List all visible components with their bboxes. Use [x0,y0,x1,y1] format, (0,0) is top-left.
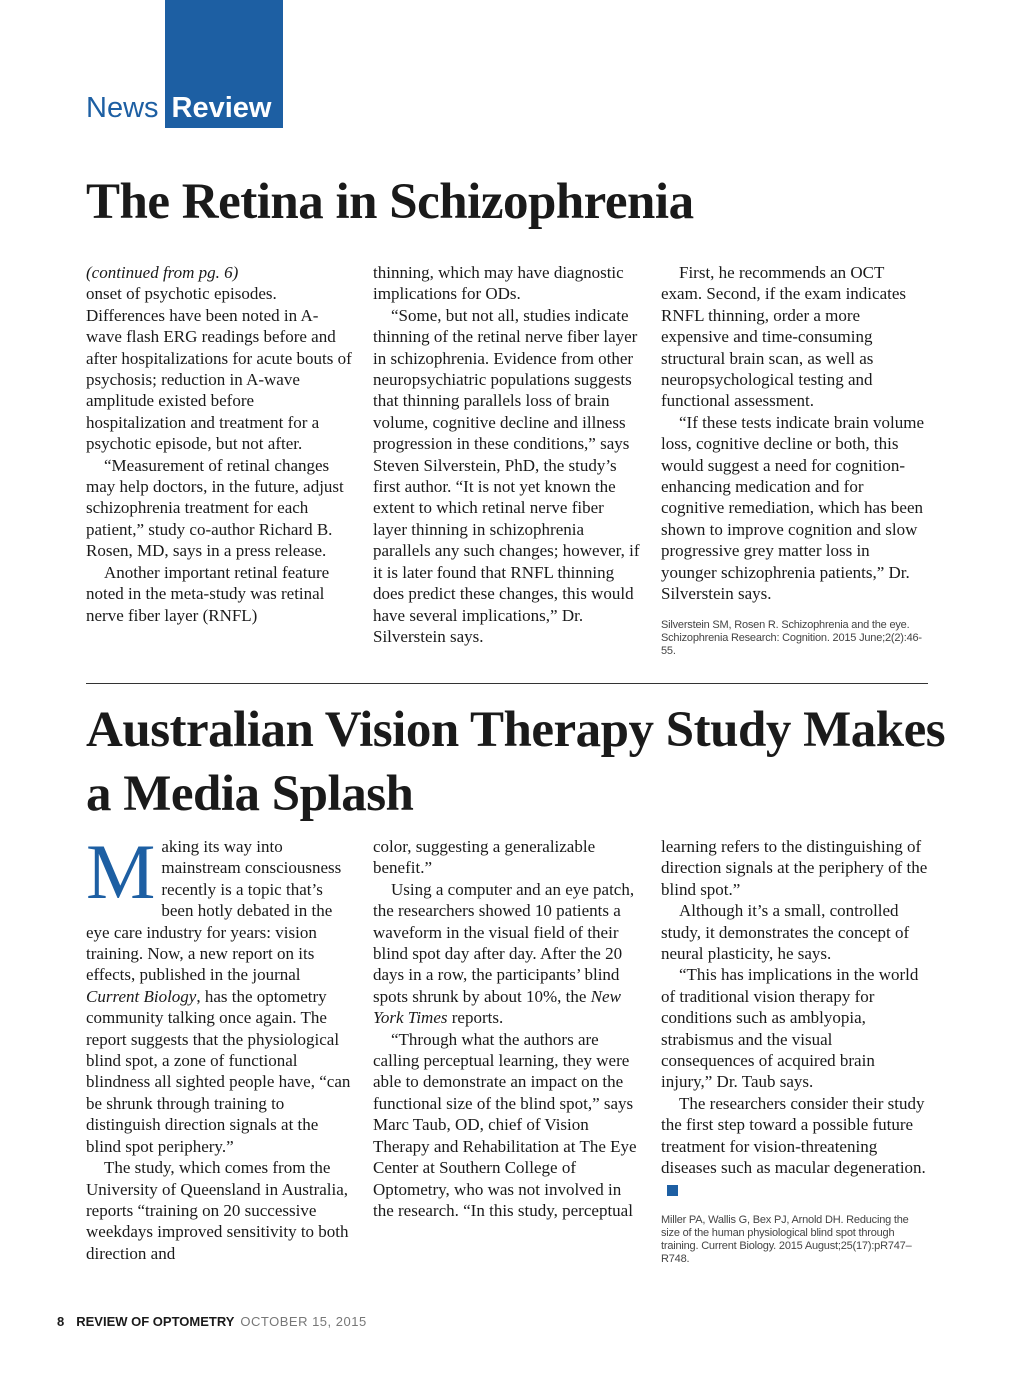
paragraph: Although it’s a small, controlled study, it demonstrates the concept of neural plasticity, he says. [661,901,910,964]
paragraph: “Measurement of retinal changes may help doctors, in the future, adjust schizophrenia treatment for each patient,” study co-author Richard B. Rosen, MD, says in a press release. [86,455,344,561]
section-review-label: Review [166,88,281,128]
article2-column-2 [373,836,641,1221]
paragraph [373,879,641,1029]
issue-date: OCTOBER 15, 2015 [240,1314,367,1329]
text-run: reports. [447,1008,504,1028]
journal-name: Current Biology [86,986,197,1006]
magazine-name: REVIEW OF OPTOMETRY [76,1314,235,1329]
article1-column-2 [373,262,641,647]
paragraph: The study, which comes from the University of Queensland in Australia, reports “training on 20 successive weekdays improved sensitivity to both direction and [86,1158,349,1263]
article2-title: Australian Vision Therapy Study Makes a Media Splash [86,702,946,822]
end-mark-icon [667,1185,678,1196]
page-footer [57,1314,367,1329]
article1-title: The Retina in Schizophrenia [86,174,694,230]
paragraph [661,1093,929,1200]
page-number: 8 [57,1314,65,1329]
article1-column-1 [86,262,354,626]
text-run: aking its way into mainstream consciousness recently is a topic that’s been hotly debated in the eye care industry for years: vision training. Now, a new report on its effects, published in the journal [86,837,342,985]
paragraph: onset of psychotic episodes. Differences have been noted in A-wave flash ERG readings before and after hospitalizations for acute bouts of psychosis; reduction in A-wave amplitude existed before hospitalization and treatment for a psychotic episode, but not after. [86,284,352,454]
article1-reference: Silverstein SM, Rosen R. Schizophrenia and the eye. Schizophrenia Research: Cognition. 2015 June;2(2):46-55. [661,618,922,657]
paragraph: “Some, but not all, studies indicate thinning of the retinal nerve fiber layer in schizophrenia. Evidence from other neuropsychiatric populations suggests that thinning parallels loss of brain volume, cognitive decline and illness progression in these conditions,” says Steven Silverstein, PhD, the study’s first author. “It is not yet known the extent to which retinal nerve fiber layer thinning in schizophrenia parallels any such changes; however, if it is later found that RNFL thinning does predict these changes, this would have several implications,” Dr. Silverstein says. [373,305,640,646]
text-run: , has the optometry community talking once again. The report suggests that the physiological blind spot, a zone of functional blindness all sighted people have, “can be shrunk through training to distinguish direction signals at the blind spot periphery.” [86,986,351,1156]
section-divider [86,683,928,684]
article2-column-1 [86,828,354,1264]
article1-column-3 [661,262,929,658]
paragraph: Another important retinal feature noted in the meta-study was retinal nerve fiber layer (RNFL) [86,562,330,625]
paragraph: “Through what the authors are calling perceptual learning, they were able to demonstrate an impact on the functional size of the blind spot,” says Marc Taub, OD, chief of Vision Therapy and Rehabilitation at The Eye Center at Southern College of Optometry, who was not involved in the research. “In this study, perceptual [373,1029,637,1220]
paragraph: color, suggesting a generalizable benefit.” [373,837,596,878]
text-run: The researchers consider their study the first step toward a possible future treatment for vision-threatening diseases such as macular degeneration. [661,1093,926,1178]
paragraph: First, he recommends an OCT exam. Second, if the exam indicates RNFL thinning, order a more expensive and time-consuming structural brain scan, as well as neuropsychological testing and functional assessment. [661,263,906,411]
continued-note: (continued from pg. 6) [86,263,239,282]
newspaper-name: New York Times [373,986,621,1028]
paragraph: “This has implications in the world of traditional vision therapy for conditions such as amblyopia, strabismus and the visual consequences of acquired brain injury,” Dr. Taub says. [661,965,919,1092]
article2-reference: Miller PA, Wallis G, Bex PJ, Arnold DH. Reducing the size of the human physiological blind spot through training. Current Biology. 2015 August;25(17):pR747–R748. [661,1213,912,1265]
paragraph: “If these tests indicate brain volume loss, cognitive decline or both, this would suggest a need for cognition-enhancing medication and for cognitive remediation, which has been shown to improve cognition and slow progressive grey matter loss in younger schizophrenia patients,” Dr. Silverstein says. [661,412,924,604]
section-tag [86,88,280,128]
paragraph: learning refers to the distinguishing of direction signals at the periphery of the blind spot.” [661,837,928,899]
paragraph [86,828,354,1157]
text-run: Using a computer and an eye patch, the researchers showed 10 patients a waveform in the visual field of their blind spot day after day. After the 20 days in a row, the participants’ blind spots shrunk by about 10%, the [373,879,635,1006]
drop-cap: M [86,828,156,915]
paragraph: thinning, which may have diagnostic implications for ODs. [373,263,624,304]
section-news-label: News [86,92,159,124]
article2-column-3 [661,836,929,1266]
